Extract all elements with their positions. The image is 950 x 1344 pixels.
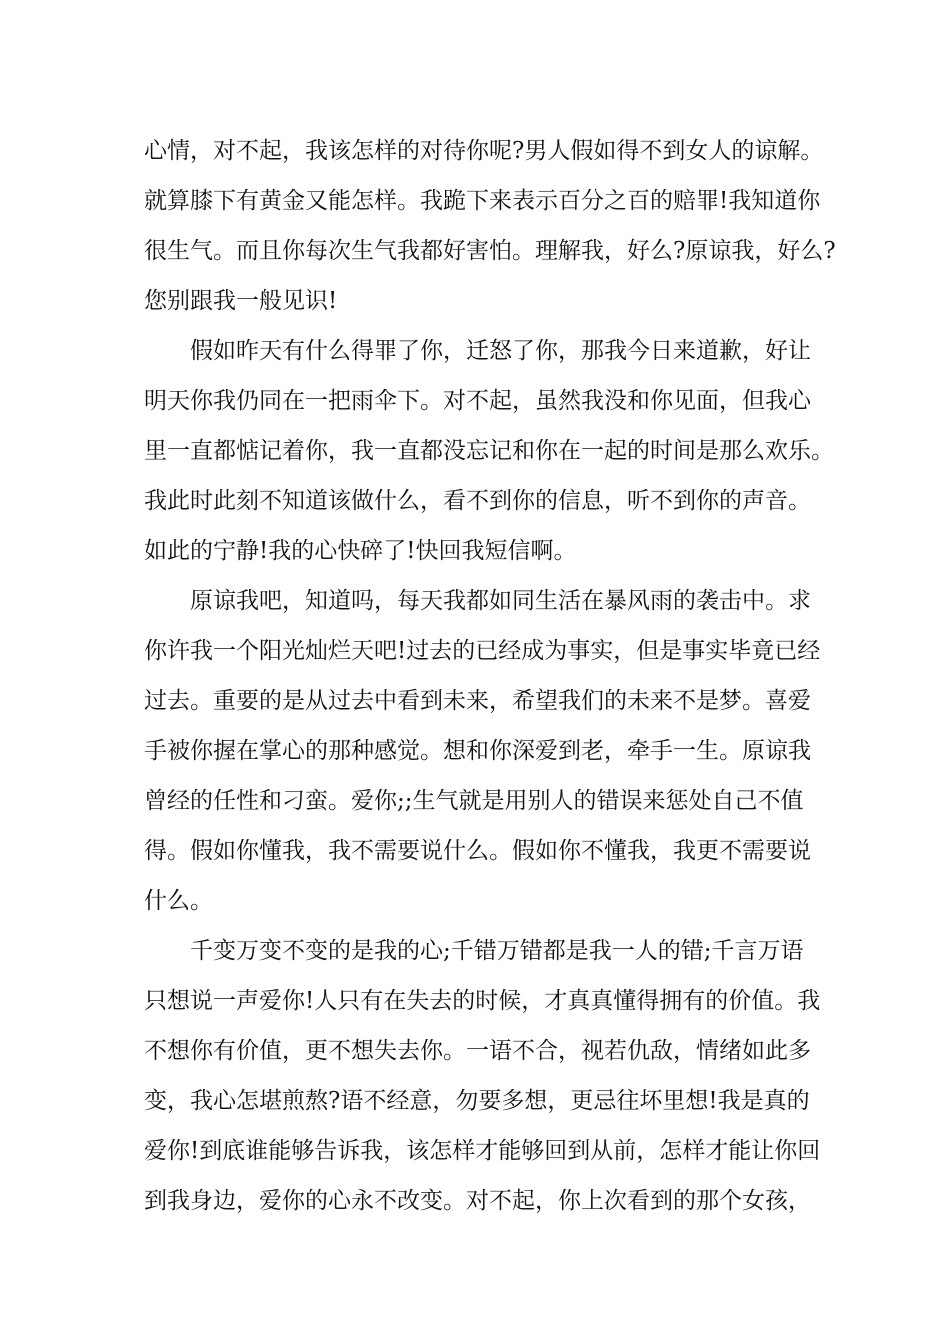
text-line: 只想说一声爱你!人只有在失去的时候，才真真懂得拥有的价值。我 xyxy=(144,988,821,1014)
text-line: 到我身边，爱你的心永不改变。对不起，你上次看到的那个女孩， xyxy=(144,1188,811,1214)
text-line: 不想你有价值，更不想失去你。一语不合，视若仇敌，情绪如此多 xyxy=(144,1038,811,1064)
text-line: 我此时此刻不知道该做什么，看不到你的信息，听不到你的声音。 xyxy=(144,488,811,514)
text-line: 得。假如你懂我，我不需要说什么。假如你不懂我，我更不需要说 xyxy=(144,838,811,864)
text-line: 很生气。而且你每次生气我都好害怕。理解我，好么?原谅我，好么? xyxy=(144,238,836,264)
text-line: 您别跟我一般见识! xyxy=(144,288,338,314)
text-line: 明天你我仍同在一把雨伞下。对不起，虽然我没和你见面，但我心 xyxy=(144,388,811,414)
text-line: 你许我一个阳光灿烂天吧!过去的已经成为事实，但是事实毕竟已经 xyxy=(144,638,821,664)
text-line: 曾经的任性和刁蛮。爱你;;生气就是用别人的错误来惩处自己不值 xyxy=(144,788,804,814)
text-line: 如此的宁静!我的心快碎了!快回我短信啊。 xyxy=(144,538,577,564)
text-line: 变，我心怎堪煎熬?语不经意，勿要多想，更忌往坏里想!我是真的 xyxy=(144,1088,810,1114)
text-line: 过去。重要的是从过去中看到未来，希望我们的未来不是梦。喜爱 xyxy=(144,688,811,714)
text-line: 里一直都惦记着你，我一直都没忘记和你在一起的时间是那么欢乐。 xyxy=(144,438,834,464)
text-line: 千变万变不变的是我的心;千错万错都是我一人的错;千言万语 xyxy=(190,938,804,964)
text-line: 心情，对不起，我该怎样的对待你呢?男人假如得不到女人的谅解。 xyxy=(144,138,824,164)
text-line: 手被你握在掌心的那种感觉。想和你深爱到老，牵手一生。原谅我 xyxy=(144,738,811,764)
text-line: 爱你!到底谁能够告诉我，该怎样才能够回到从前，怎样才能让你回 xyxy=(144,1138,821,1164)
text-line: 什么。 xyxy=(144,888,213,914)
text-line: 原谅我吧，知道吗，每天我都如同生活在暴风雨的袭击中。求 xyxy=(190,588,811,614)
text-line: 假如昨天有什么得罪了你，迁怒了你，那我今日来道歉，好让 xyxy=(190,338,811,364)
text-line: 就算膝下有黄金又能怎样。我跪下来表示百分之百的赔罪!我知道你 xyxy=(144,188,821,214)
